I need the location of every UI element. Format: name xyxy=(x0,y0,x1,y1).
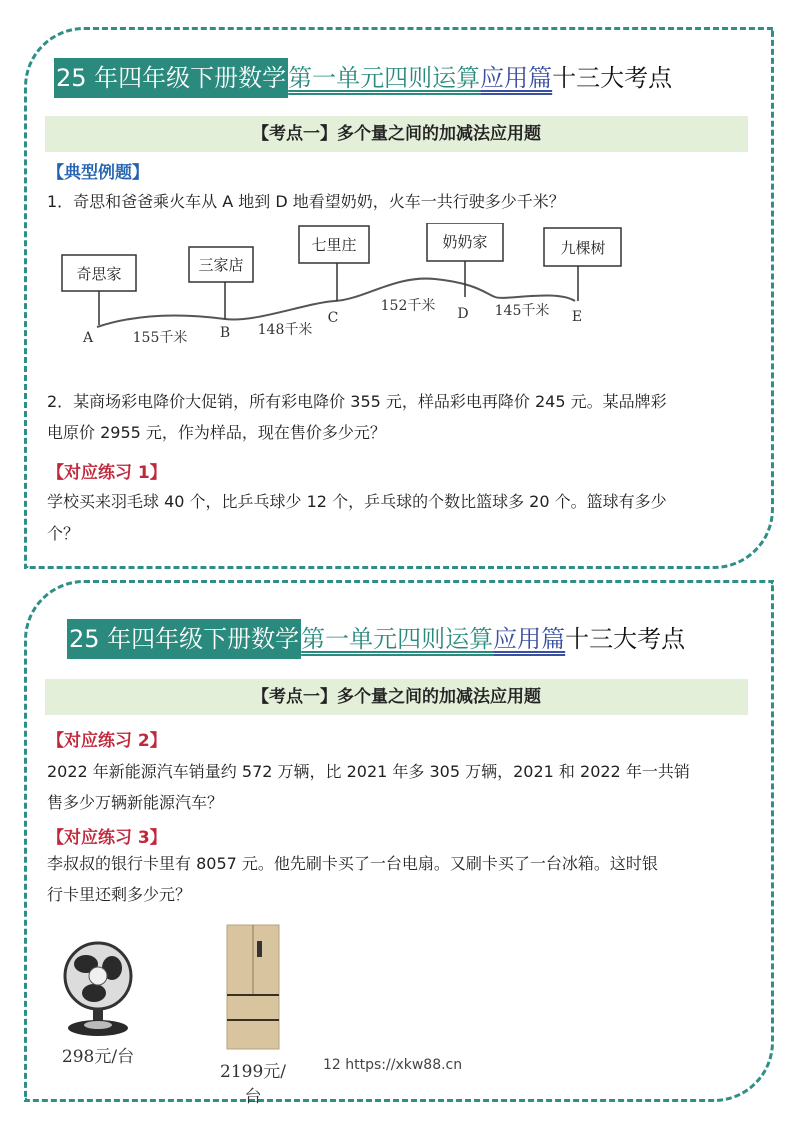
route-diagram-svg xyxy=(55,223,645,343)
route-diagram xyxy=(55,223,645,343)
distance-label: 155千米 xyxy=(132,330,188,343)
point-label: B xyxy=(219,325,231,341)
distance-label: 145千米 xyxy=(494,303,550,319)
practice-3-label: 【对应练习 3】 xyxy=(47,828,167,848)
distance-label: 148千米 xyxy=(257,322,313,338)
fridge-price: 2199元/台 xyxy=(220,1062,286,1107)
page-card-2 xyxy=(24,580,774,1107)
title-highlight: 25 年四年级下册数学 xyxy=(67,619,301,659)
title-points: 十三大考点 xyxy=(552,64,673,92)
practice-3-line-1: 李叔叔的银行卡里有 8057 元。他先刷卡买了一台电扇。又刷卡买了一台冰箱。这时银 xyxy=(47,854,658,873)
practice-1-line-2: 个？ xyxy=(47,524,80,543)
question-1: 1．奇思和爸爸乘火车从 A 地到 D 地看望奶奶，火车一共行驶多少千米？ xyxy=(47,192,565,211)
practice-2-line-1: 2022 年新能源汽车销量约 572 万辆，比 2021 年多 305 万辆，2021 和 2022 年一共销 xyxy=(47,762,690,781)
practice-2-label: 【对应练习 2】 xyxy=(47,731,167,751)
practice-2-line-2: 售多少万辆新能源汽车？ xyxy=(47,793,224,812)
place-label: 七里庄 xyxy=(311,236,357,254)
place-label: 九棵树 xyxy=(560,239,606,257)
point-label: A xyxy=(82,330,94,343)
point-label: E xyxy=(571,309,583,325)
typical-example-label: 【典型例题】 xyxy=(47,163,149,183)
title-applied: 应用篇 xyxy=(493,625,566,653)
page-title xyxy=(67,619,685,661)
distance-label: 152千米 xyxy=(380,298,436,314)
practice-3-line-2: 行卡里还剩多少元？ xyxy=(47,885,192,904)
title-applied: 应用篇 xyxy=(480,64,553,92)
point-label: C xyxy=(327,310,339,326)
page-card-1 xyxy=(24,27,774,569)
place-label: 三家店 xyxy=(198,256,244,274)
product-fridge xyxy=(213,923,293,1107)
place-label: 奇思家 xyxy=(76,265,122,283)
product-fan xyxy=(53,938,143,1067)
title-points: 十三大考点 xyxy=(565,625,686,653)
practice-1-label: 【对应练习 1】 xyxy=(47,463,167,483)
fan-icon xyxy=(58,938,138,1038)
page-footer: 12 https://xkw88.cn xyxy=(323,1057,463,1073)
point-label: D xyxy=(457,306,469,322)
place-label: 奶奶家 xyxy=(442,233,488,251)
fan-price: 298元/台 xyxy=(61,1047,135,1067)
fridge-icon xyxy=(225,923,281,1053)
section-band: 【考点一】多个量之间的加减法应用题 xyxy=(45,679,748,715)
question-2-line-1: 2．某商场彩电降价大促销，所有彩电降价 355 元，样品彩电再降价 245 元。某品牌彩 xyxy=(47,392,667,411)
question-2-line-2: 电原价 2955 元，作为样品，现在售价多少元？ xyxy=(47,423,386,442)
title-unit: 第一单元四则运算 xyxy=(288,64,481,92)
practice-1-line-1: 学校买来羽毛球 40 个，比乒乓球少 12 个，乒乓球的个数比篮球多 20 个。篮球有多少 xyxy=(47,492,667,511)
title-unit: 第一单元四则运算 xyxy=(301,625,494,653)
page-title xyxy=(54,58,672,100)
section-band: 【考点一】多个量之间的加减法应用题 xyxy=(45,116,748,152)
title-highlight: 25 年四年级下册数学 xyxy=(54,58,288,98)
